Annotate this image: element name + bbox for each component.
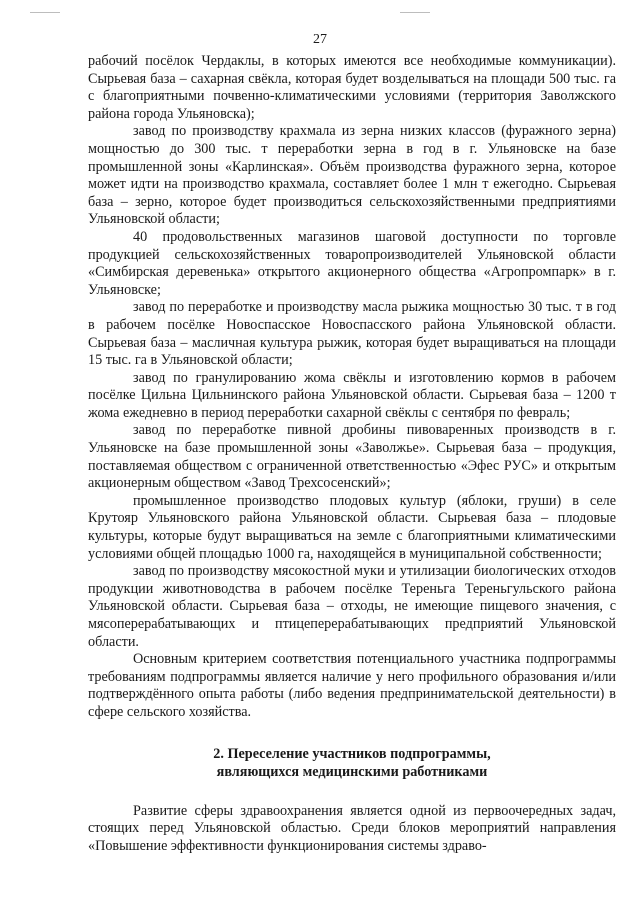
- paragraph: завод по производству крахмала из зерна низких классов (фуражного зерна) мощностью до 300 тыс. т переработки зерна в год в г. Ульяновске на базе промышленной зоны «Карлинская». Объём производства фуражного зерна, которое может идти на производство крахмала, составляет более 1 млн т ежегодно. Сырьевая база – зерно, которое будет производиться сельскохозяйственными предприятиями Ульяновской области;: [88, 123, 616, 228]
- scan-artifact: [400, 12, 430, 13]
- paragraph: промышленное производство плодовых культур (яблоки, груши) в селе Крутояр Ульяновского района Ульяновской области. Сырьевая база – плодовые культуры, которые будут выращиваться на земле с благоприятными климатическими условиями общей площадью 1000 га, находящейся в муниципальной собственности;: [88, 492, 616, 562]
- page-number: 27: [313, 32, 327, 47]
- section-heading-line: являющихся медицинскими работниками: [216, 763, 488, 780]
- section-heading: [88, 745, 616, 781]
- section-heading-line: 2. Переселение участников подпрограммы,: [213, 745, 491, 762]
- paragraph: Основным критерием соответствия потенциального участника подпрограммы требованиям подпрограммы является наличие у него профильного образования и/или подтверждённого опыта работы (либо ведения предпринимательской деятельности) в сфере сельского хозяйства.: [88, 651, 616, 720]
- paragraph-continuation: рабочий посёлок Чердаклы, в которых имеются все необходимые коммуникации). Сырьевая база – сахарная свёкла, которая будет возделываться на площади 500 тыс. га с благоприятными почвенно-климатическими условиями (территория Заволжского района города Ульяновска);: [88, 53, 616, 122]
- paragraph: Развитие сферы здравоохранения является одной из первоочередных задач, стоящих перед Ульяновской областью. Среди блоков мероприятий направления «Повышение эффективности функционирования системы здраво-: [88, 802, 616, 854]
- paragraph: завод по производству мясокостной муки и утилизации биологических отходов продукции животноводства в рабочем посёлке Тереньга Тереньгульского района Ульяновской области. Сырьевая база – отходы, не имеющие пищевого значения, с мясоперерабатывающих и птицеперерабатывающих предприятий Ульяновской области.: [88, 563, 616, 650]
- paragraph: завод по переработке и производству масла рыжика мощностью 30 тыс. т в год в рабочем посёлке Новоспасское Новоспасского района Ульяновской области. Сырьевая база – масличная культура рыжик, которая будет выращиваться на площади 15 тыс. га в Ульяновской области;: [88, 299, 616, 369]
- scan-artifact: [30, 12, 60, 13]
- paragraph: 40 продовольственных магазинов шаговой доступности по торговле продукцией сельскохозяйственных товаропроизводителей Ульяновской области «Симбирская деревенька» открытого акционерного общества «Агропромпарк» в г. Ульяновске;: [88, 228, 616, 298]
- paragraph: завод по переработке пивной дробины пивоваренных производств в г. Ульяновске на базе промышленной зоны «Заволжье». Сырьевая база – продукция, поставляемая обществом с ограниченной ответственностью «Эфес РУС» и открытым акционерным обществом «Завод Трехсосенский»;: [88, 422, 616, 492]
- document-body: [88, 53, 616, 855]
- paragraph: завод по гранулированию жома свёклы и изготовлению кормов в рабочем посёлке Цильна Цильнинского района Ульяновской области. Сырьевая база – 1200 т жома ежедневно в период переработки сахарной свёклы с сентября по февраль;: [88, 369, 616, 421]
